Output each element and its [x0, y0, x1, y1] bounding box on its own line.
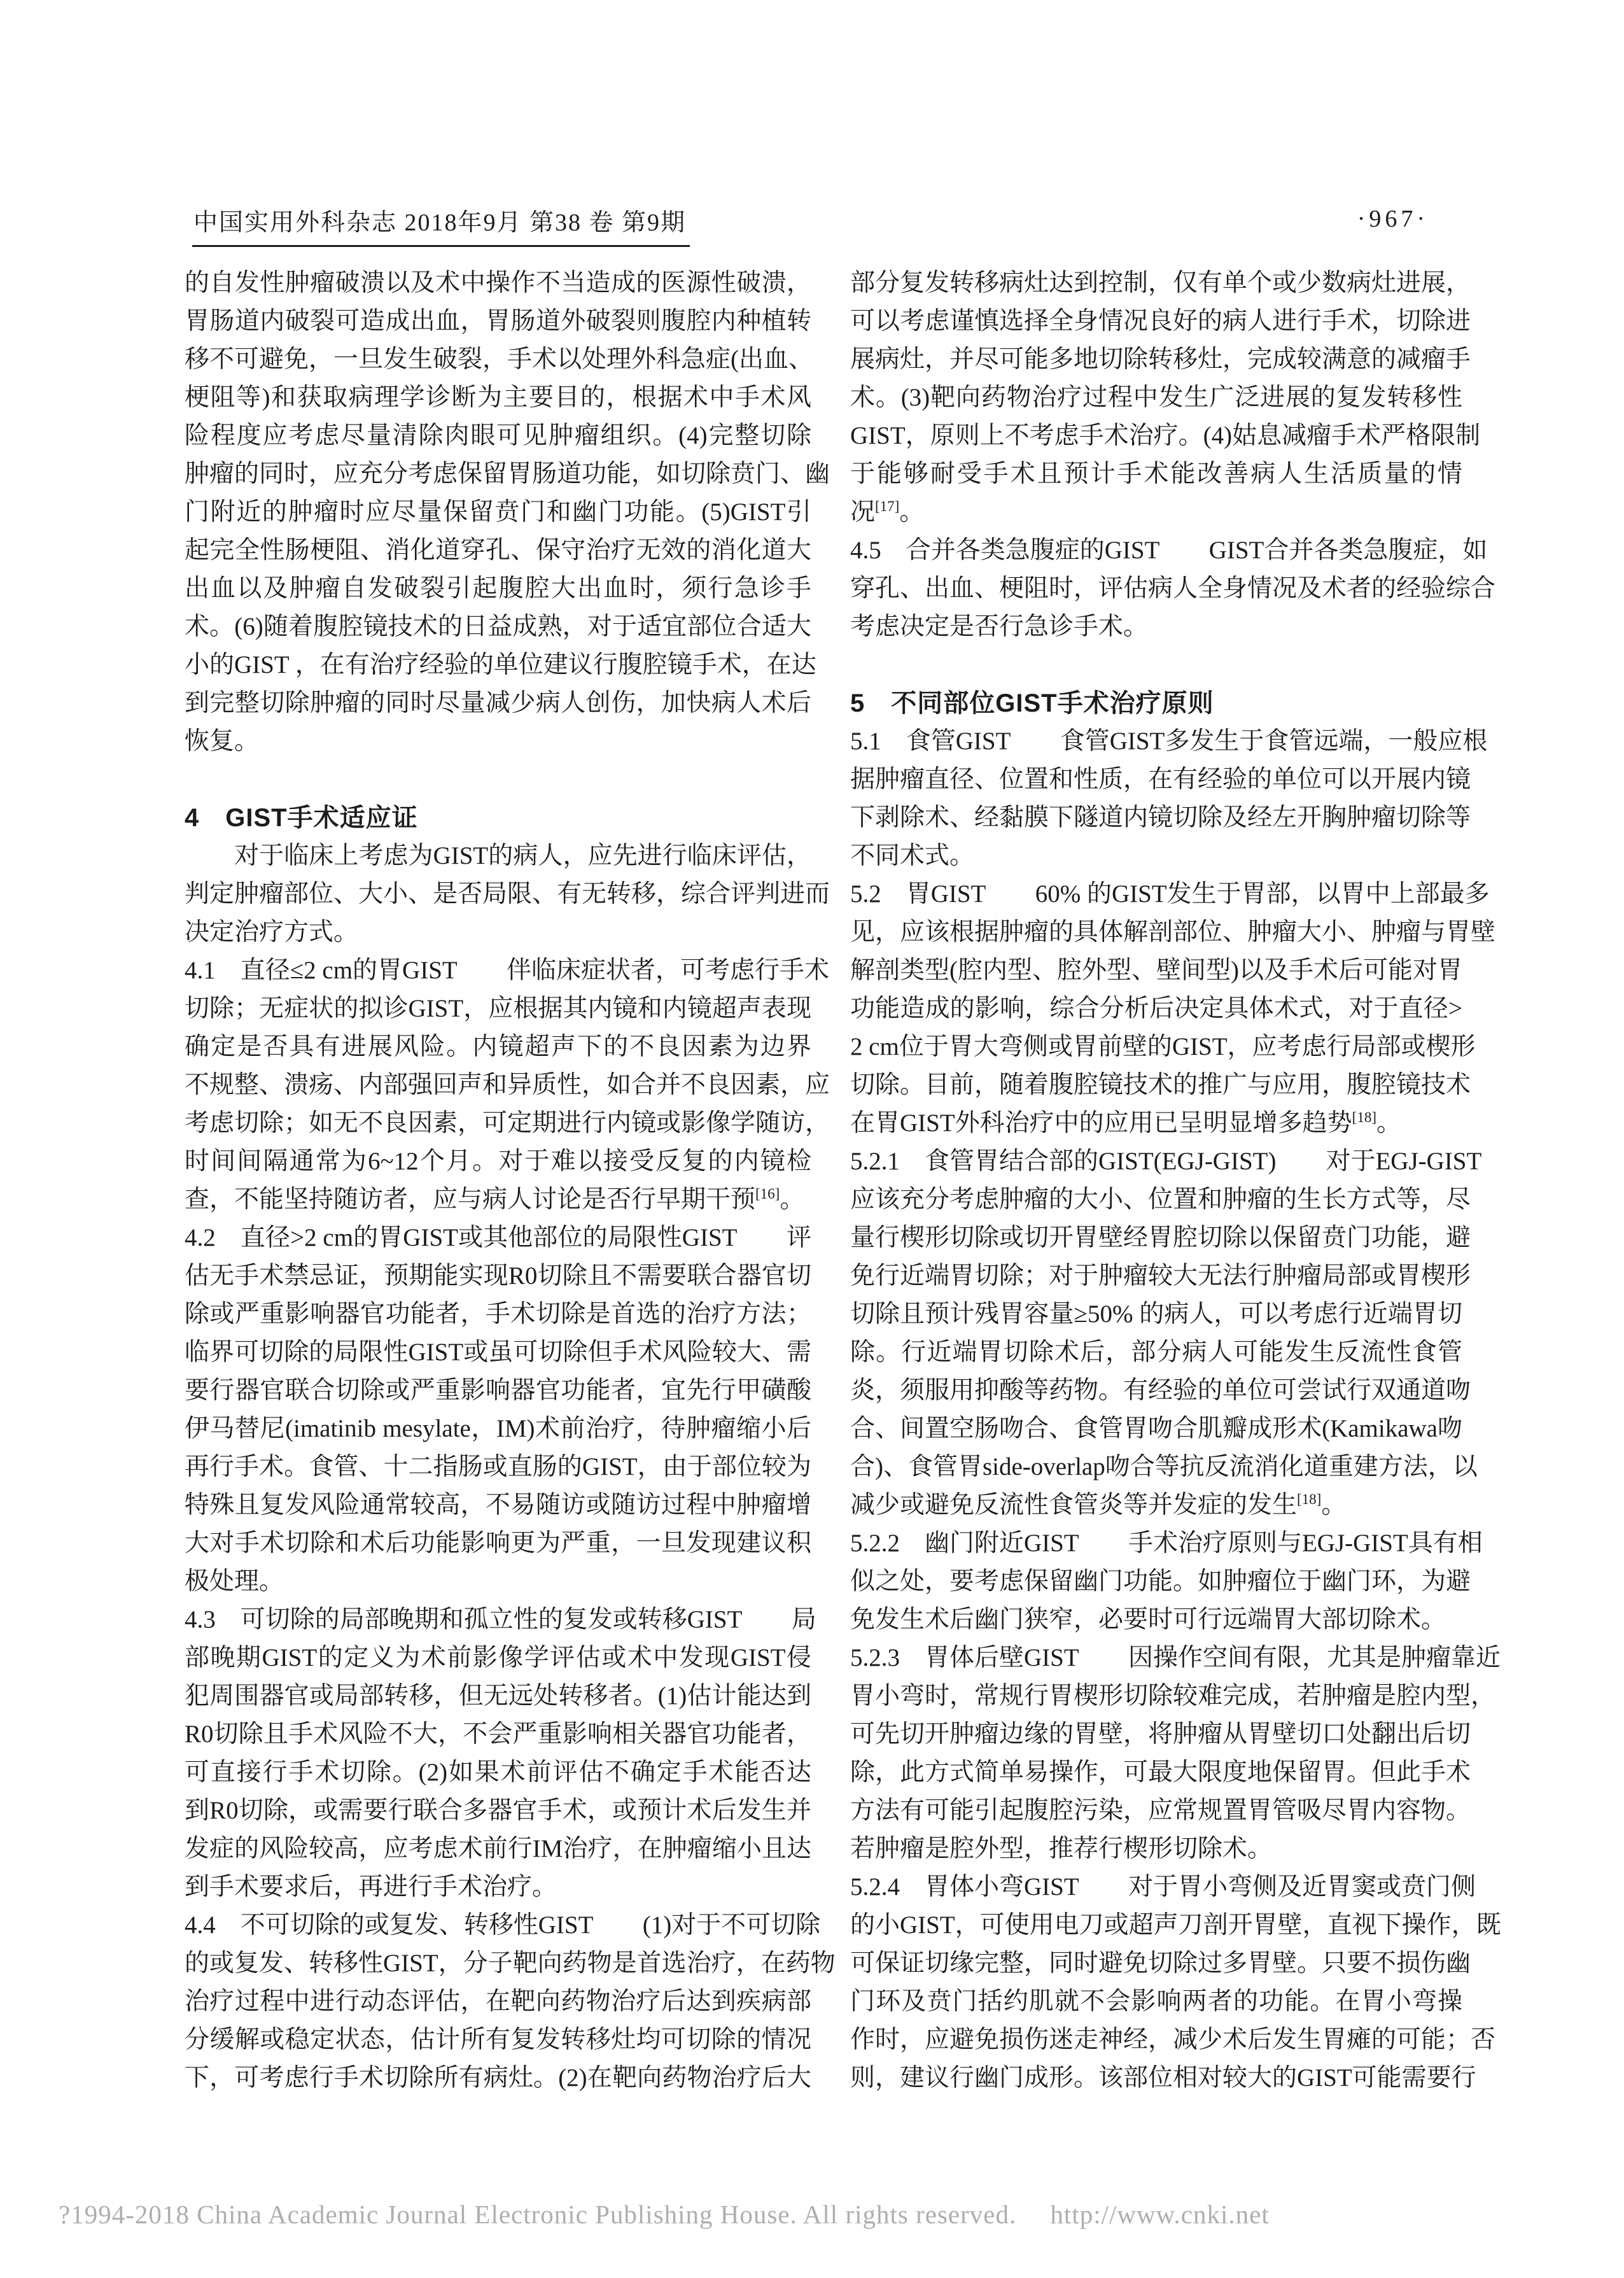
text-line: 大对手术切除和术后功能影响更为严重，一旦发现建议积 — [185, 1529, 811, 1557]
text-line: 5.2.2 幽门附近GIST 手术治疗原则与EGJ-GIST具有相 — [850, 1529, 1483, 1557]
text-line: 肿瘤的同时，应充分考虑保留胃肠道功能，如切除贲门、幽 — [185, 460, 830, 488]
paragraph-gap — [185, 761, 811, 799]
text-line: R0切除且手术风险不大，不会严重影响相关器官功能者， — [185, 1720, 811, 1748]
text-line: 临界可切除的局限性GIST或虽可切除但手术风险较大、需 — [185, 1339, 811, 1366]
text-line: 梗阻等)和获取病理学诊断为主要目的，根据术中手术风 — [185, 384, 811, 411]
text-line: 4.5 合并各类急腹症的GIST GIST合并各类急腹症，如 — [850, 537, 1488, 564]
text-line: 门环及贲门括约肌就不会影响两者的功能。在胃小弯操 — [850, 1988, 1462, 2015]
text-line: 不规整、溃疡、内部强回声和异质性，如合并不良因素，应 — [185, 1071, 830, 1099]
text-line: 分缓解或稳定状态，估计所有复发转移灶均可切除的情况 — [185, 2026, 811, 2053]
text-line: 切除；无症状的拟诊GIST，应根据其内镜和内镜超声表现 — [185, 995, 811, 1022]
text-line: 切除且预计残胃容量≥50% 的病人，可以考虑行近端胃切 — [850, 1300, 1462, 1328]
text-line: 下，可考虑行手术切除所有病灶。(2)在靶向药物治疗后大 — [185, 2064, 811, 2092]
copyright-footer: ?1994-2018 China Academic Journal Electronic Publishing House. All rights reserved. http://www.cnki.net — [59, 2200, 1270, 2229]
text-line: 见，应该根据肿瘤的具体解剖部位、肿瘤大小、肿瘤与胃壁 — [850, 918, 1496, 946]
text-line: 估无手术禁忌证，预期能实现R0切除且不需要联合器官切 — [185, 1262, 811, 1290]
text-line: 2 cm位于胃大弯侧或胃前壁的GIST，应考虑行局部或楔形 — [850, 1033, 1476, 1060]
text-line: 要行器官联合切除或严重影响器官功能者，宜先行甲磺酸 — [185, 1377, 811, 1404]
text-line: 到手术要求后，再进行手术治疗。 — [185, 1873, 557, 1901]
text-line: 似之处，要考虑保留幽门功能。如肿瘤位于幽门环，为避 — [850, 1568, 1471, 1595]
text-line: 在胃GIST外科治疗中的应用已呈明显增多趋势[18]。 — [850, 1109, 1402, 1137]
text-line: 下剥除术、经黏膜下隧道内镜切除及经左开胸肿瘤切除等 — [850, 804, 1471, 831]
right-text-column — [850, 264, 1501, 2097]
text-line: 合、间置空肠吻合、食管胃吻合肌瓣成形术(Kamikawa吻 — [850, 1415, 1462, 1442]
text-line: 切除。目前，随着腹腔镜技术的推广与应用，腹腔镜技术 — [850, 1071, 1471, 1099]
text-line: 免发生术后幽门狭窄，必要时可行远端胃大部切除术。 — [850, 1606, 1446, 1633]
text-line: 术。(3)靶向药物治疗过程中发生广泛进展的复发转移性 — [850, 384, 1462, 411]
text-line: 查，不能坚持随访者，应与病人讨论是否行早期干预[16]。 — [185, 1186, 805, 1213]
text-line: 到R0切除，或需要行联合多器官手术，或预计术后发生并 — [185, 1797, 811, 1824]
text-line: 可保证切缘完整，同时避免切除过多胃壁。只要不损伤幽 — [850, 1950, 1471, 1977]
text-line: 决定治疗方式。 — [185, 918, 359, 946]
section-heading: 5 不同部位GIST手术治疗原则 — [850, 689, 1214, 717]
text-line: 5.2 胃GIST 60% 的GIST发生于胃部，以胃中上部最多 — [850, 880, 1490, 908]
text-line: 的或复发、转移性GIST，分子靶向药物是首选治疗，在药物 — [185, 1950, 836, 1977]
text-line: 判定肿瘤部位、大小、是否局限、有无转移，综合评判进而 — [185, 880, 830, 908]
text-line: 移不可避免，一旦发生破裂，手术以处理外科急症(出血、 — [185, 346, 813, 373]
text-line: 4.3 可切除的局部晚期和孤立性的复发或转移GIST 局 — [185, 1606, 816, 1633]
paragraph-gap — [850, 646, 1462, 684]
text-line: 合)、食管胃side-overlap吻合等抗反流消化道重建方法，以 — [850, 1453, 1478, 1480]
text-line: 胃小弯时，常规行胃楔形切除较难完成，若肿瘤是腔内型， — [850, 1682, 1496, 1710]
text-line: 解剖类型(腔内型、腔外型、壁间型)以及手术后可能对胃 — [850, 957, 1462, 984]
text-line: 展病灶，并尽可能多地切除转移灶，完成较满意的减瘤手 — [850, 346, 1471, 373]
text-line: 特殊且复发风险通常较高，不易随访或随访过程中肿瘤增 — [185, 1491, 811, 1519]
text-line: 可先切开肿瘤边缘的胃壁，将肿瘤从胃壁切口处翻出后切 — [850, 1720, 1471, 1748]
text-line: 极处理。 — [185, 1568, 284, 1595]
text-line: 作时，应避免损伤迷走神经，减少术后发生胃瘫的可能；否 — [850, 2026, 1496, 2053]
text-line: 的小GIST，可使用电刀或超声刀剖开胃壁，直视下操作，既 — [850, 1911, 1501, 1939]
text-line: 5.2.1 食管胃结合部的GIST(EGJ-GIST) 对于EGJ-GIST — [850, 1148, 1482, 1175]
text-line: 4.2 直径>2 cm的胃GIST或其他部位的局限性GIST 评 — [185, 1224, 811, 1251]
left-text-column — [185, 264, 836, 2097]
text-line: 减少或避免反流性食管炎等并发症的发生[18]。 — [850, 1491, 1347, 1519]
citation-ref: [18] — [1297, 1491, 1322, 1507]
text-line: 于能够耐受手术且预计手术能改善病人生活质量的情 — [850, 460, 1462, 488]
text-line: GIST，原则上不考虑手术治疗。(4)姑息减瘤手术严格限制 — [850, 422, 1481, 449]
text-line: 恢复。 — [185, 728, 260, 755]
citation-ref: [16] — [755, 1186, 780, 1202]
text-line: 则，建议行幽门成形。该部位相对较大的GIST可能需要行 — [850, 2064, 1476, 2092]
text-line: 的自发性肿瘤破溃以及术中操作不当造成的医源性破溃， — [185, 269, 811, 297]
text-line: 可以考虑谨慎选择全身情况良好的病人进行手术，切除进 — [850, 307, 1471, 335]
text-line: 治疗过程中进行动态评估，在靶向药物治疗后达到疾病部 — [185, 1988, 811, 2015]
text-line: 方法有可能引起腹腔污染，应常规置胃管吸尽胃内容物。 — [850, 1797, 1471, 1824]
text-line: 考虑决定是否行急诊手术。 — [850, 613, 1149, 640]
text-line: 时间间隔通常为6~12个月。对于难以接受反复的内镜检 — [185, 1148, 811, 1175]
text-line: 若肿瘤是腔外型，推荐行楔形切除术。 — [850, 1835, 1273, 1862]
text-line: 确定是否具有进展风险。内镜超声下的不良因素为边界 — [185, 1033, 811, 1060]
text-line: 伊马替尼(imatinib mesylate，IM)术前治疗，待肿瘤缩小后 — [185, 1415, 811, 1442]
text-line: 应该充分考虑肿瘤的大小、位置和肿瘤的生长方式等，尽 — [850, 1186, 1471, 1213]
text-line: 5.1 食管GIST 食管GIST多发生于食管远端，一般应根 — [850, 728, 1488, 755]
text-line: 除或严重影响器官功能者，手术切除是首选的治疗方法； — [185, 1300, 811, 1328]
text-line: 门附近的肿瘤时应尽量保留贲门和幽门功能。(5)GIST引 — [185, 498, 811, 526]
text-line: 功能造成的影响，综合分析后决定具体术式，对于直径> — [850, 995, 1462, 1022]
text-line: 况[17]。 — [850, 498, 925, 526]
page-number: ·967· — [1357, 206, 1429, 232]
citation-ref: [18] — [1352, 1109, 1376, 1125]
text-line: 5.2.3 胃体后壁GIST 因操作空间有限，尤其是肿瘤靠近 — [850, 1644, 1501, 1671]
text-line: 部分复发转移病灶达到控制，仅有单个或少数病灶进展， — [850, 269, 1471, 297]
text-line: 小的GIST ，在有治疗经验的单位建议行腹腔镜手术，在达 — [185, 651, 816, 678]
text-line: 部晚期GIST的定义为术前影像学评估或术中发现GIST侵 — [185, 1644, 811, 1671]
text-line: 犯周围器官或局部转移，但无远处转移者。(1)估计能达到 — [185, 1682, 811, 1710]
text-line: 5.2.4 胃体小弯GIST 对于胃小弯侧及近胃窦或贲门侧 — [850, 1873, 1476, 1901]
text-line: 考虑切除；如无不良因素，可定期进行内镜或影像学随访， — [185, 1109, 830, 1137]
text-line: 术。(6)随着腹腔镜技术的日益成熟，对于适宜部位合适大 — [185, 613, 811, 640]
text-line: 除。行近端胃切除术后，部分病人可能发生反流性食管 — [850, 1339, 1462, 1366]
journal-header: 中国实用外科杂志 2018年9月 第38 卷 第9期 — [192, 202, 690, 247]
text-line: 量行楔形切除或切开胃壁经胃腔切除以保留贲门功能，避 — [850, 1224, 1471, 1251]
text-line: 不同术式。 — [850, 842, 975, 869]
text-line: 4.4 不可切除的或复发、转移性GIST (1)对于不可切除 — [185, 1911, 821, 1939]
text-line: 发症的风险较高，应考虑术前行IM治疗，在肿瘤缩小且达 — [185, 1835, 811, 1862]
section-heading: 4 GIST手术适应证 — [185, 804, 418, 832]
text-line: 再行手术。食管、十二指肠或直肠的GIST，由于部位较为 — [185, 1453, 811, 1480]
citation-ref: [17] — [875, 498, 900, 514]
text-line: 险程度应考虑尽量清除肉眼可见肿瘤组织。(4)完整切除 — [185, 422, 811, 449]
text-line: 出血以及肿瘤自发破裂引起腹腔大出血时，须行急诊手 — [185, 575, 811, 602]
text-line: 到完整切除肿瘤的同时尽量减少病人创伤，加快病人术后 — [185, 689, 811, 717]
text-line: 对于临床上考虑为GIST的病人，应先进行临床评估， — [185, 842, 811, 869]
text-line: 胃肠道内破裂可造成出血，胃肠道外破裂则腹腔内种植转 — [185, 307, 811, 335]
text-line: 炎，须服用抑酸等药物。有经验的单位可尝试行双通道吻 — [850, 1377, 1471, 1404]
text-line: 穿孔、出血、梗阻时，评估病人全身情况及术者的经验综合 — [850, 575, 1496, 602]
text-line: 4.1 直径≤2 cm的胃GIST 伴临床症状者，可考虑行手术 — [185, 957, 830, 984]
text-line: 可直接行手术切除。(2)如果术前评估不确定手术能否达 — [185, 1759, 811, 1786]
text-line: 免行近端胃切除；对于肿瘤较大无法行肿瘤局部或胃楔形 — [850, 1262, 1471, 1290]
text-line: 据肿瘤直径、位置和性质，在有经验的单位可以开展内镜 — [850, 766, 1471, 793]
text-line: 起完全性肠梗阻、消化道穿孔、保守治疗无效的消化道大 — [185, 537, 811, 564]
text-line: 除，此方式简单易操作，可最大限度地保留胃。但此手术 — [850, 1759, 1471, 1786]
